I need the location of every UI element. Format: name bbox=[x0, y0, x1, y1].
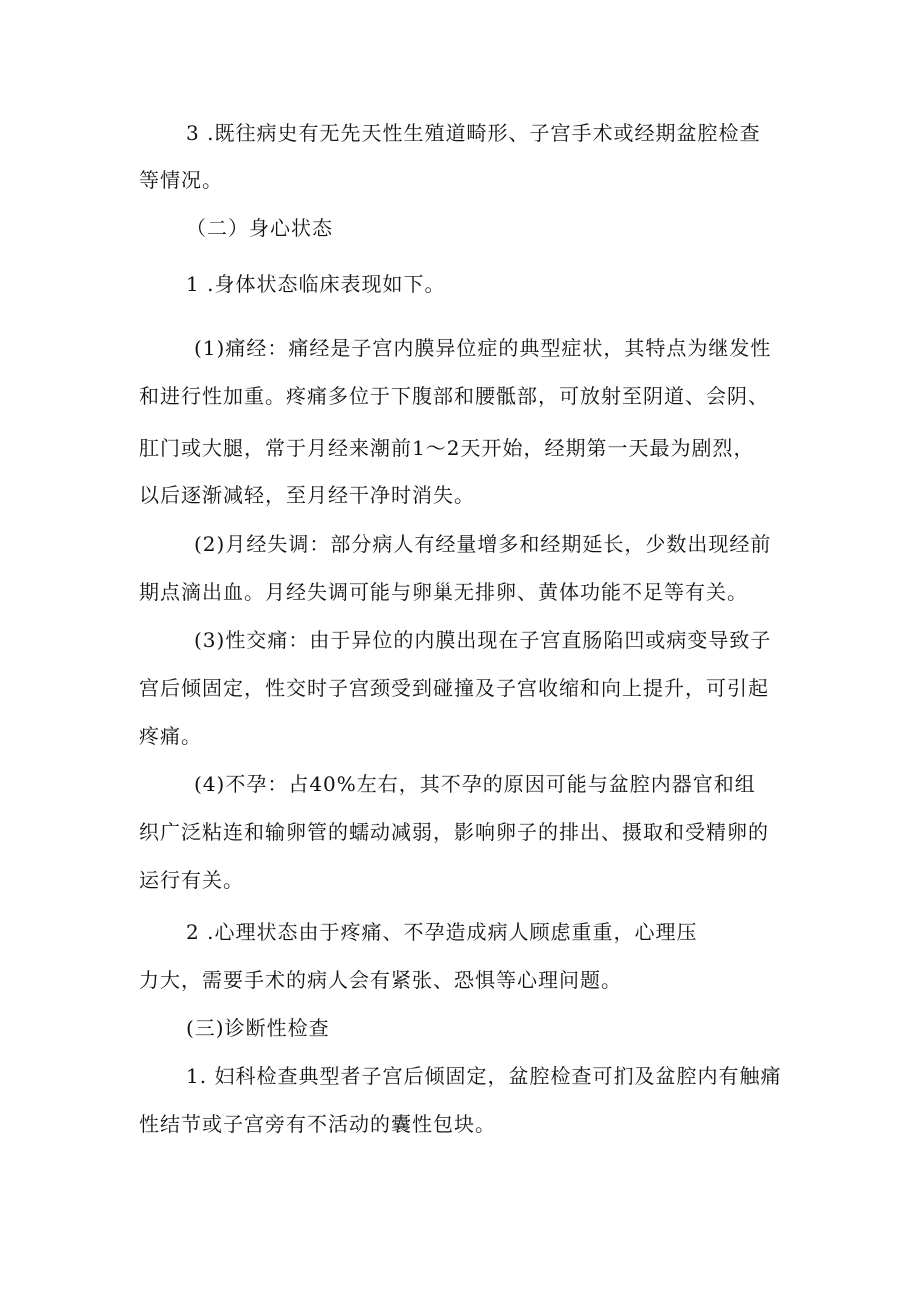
text-line-21: 性结节或子宫旁有不活动的囊性包块。 bbox=[139, 1112, 496, 1136]
text-line-15: 织广泛粘连和输卵管的蠕动减弱，影响卵子的排出、摄取和受精卵的 bbox=[139, 820, 769, 844]
text-line-4: 1 .身体状态临床表现如下。 bbox=[186, 272, 446, 296]
text-line-20: 1. 妇科检查典型者子宫后倾固定，盆腔检查可扪及盆腔内有触痛 bbox=[186, 1064, 782, 1088]
text-line-7: 肛门或大腿，常于月经来潮前1～2天开始，经期第一天最为剧烈， bbox=[139, 436, 755, 460]
text-line-16: 运行有关。 bbox=[139, 868, 244, 892]
text-line-8: 以后逐渐减轻，至月经干净时消失。 bbox=[139, 483, 475, 507]
text-line-17: 2 .心理状态由于疼痛、不孕造成病人顾虑重重，心理压 bbox=[186, 920, 698, 944]
text-line-2: 等情况。 bbox=[139, 168, 223, 192]
text-line-9: (2)月经失调：部分病人有经量增多和经期延长，少数出现经前 bbox=[194, 532, 772, 556]
section-heading-physical-mental-state: （二）身心状态 bbox=[186, 216, 333, 240]
text-line-18: 力大，需要手术的病人会有紧张、恐惧等心理问题。 bbox=[139, 968, 622, 992]
text-line-13: 疼痛。 bbox=[139, 724, 202, 748]
text-line-10: 期点滴出血。月经失调可能与卵巢无排卵、黄体功能不足等有关。 bbox=[139, 580, 748, 604]
text-line-6: 和进行性加重。疼痛多位于下腹部和腰骶部，可放射至阴道、会阴、 bbox=[139, 384, 769, 408]
text-line-11: (3)性交痛：由于异位的内膜出现在子宫直肠陷凹或病变导致子 bbox=[194, 628, 772, 652]
text-line-1: 3 .既往病史有无先天性生殖道畸形、子宫手术或经期盆腔检查 bbox=[186, 121, 761, 145]
text-line-14: (4)不孕：占40%左右，其不孕的原因可能与盆腔内器官和组 bbox=[194, 772, 756, 796]
text-line-5: (1)痛经：痛经是子宫内膜异位症的典型症状，其特点为继发性 bbox=[194, 336, 772, 360]
text-line-12: 宫后倾固定，性交时子宫颈受到碰撞及子宫收缩和向上提升，可引起 bbox=[139, 676, 769, 700]
section-heading-diagnostic-exam: (三)诊断性检查 bbox=[186, 1016, 330, 1040]
